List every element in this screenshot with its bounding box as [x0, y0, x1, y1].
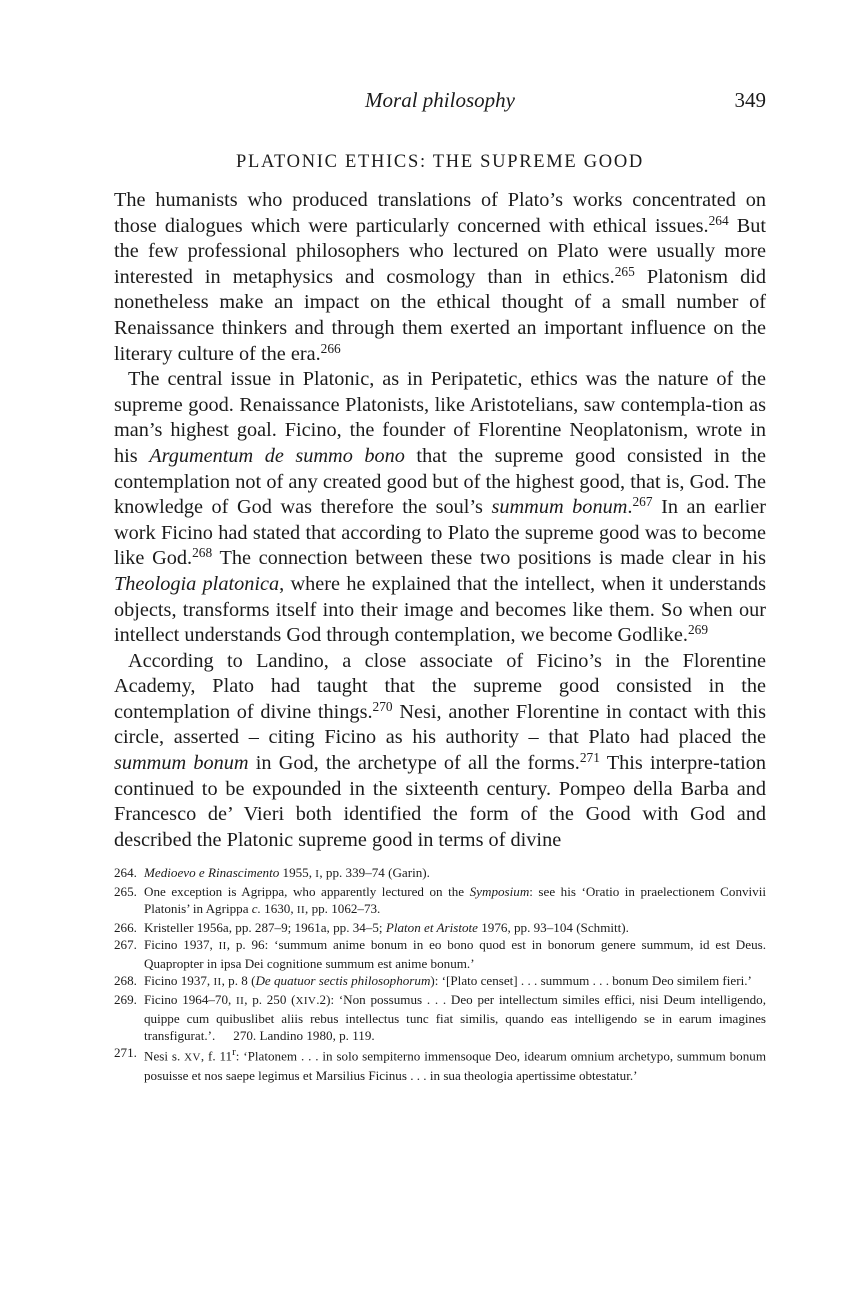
footnote-265	[114, 883, 766, 919]
text-run: One exception is Agrippa, who apparently lectured on the	[144, 884, 470, 900]
footnote-number: 271.	[114, 1045, 137, 1061]
paragraph-1	[114, 188, 766, 367]
work-title: Medioevo e Rinascimento	[144, 865, 280, 881]
text-run: : ‘Platonem . . . in solo sempiterno immensoque Deo, idearum omnium archetypo, summum bonum posuisse et nos saepe legimus et Marsilius Ficinus . . . in sua theologia apertissime obtestatur.’	[144, 1048, 767, 1083]
footnote-266	[114, 919, 766, 936]
book-page	[114, 88, 766, 1084]
footnote-ref[interactable]: 265	[614, 263, 635, 279]
work-title: Symposium	[469, 884, 530, 900]
work-title: De quatuor sectis philosophorum	[255, 973, 431, 989]
text-run: , p. 8 (	[221, 973, 256, 989]
text-run: Ficino 1937,	[144, 937, 219, 953]
footnote-ref[interactable]: 266	[320, 340, 341, 356]
roman-numeral: II	[213, 976, 222, 989]
footnote-ref[interactable]: 268	[192, 545, 213, 561]
footnote-269	[114, 991, 766, 1044]
roman-numeral: XIV	[295, 995, 317, 1008]
running-title: Moral philosophy	[365, 88, 515, 112]
text-run: This interpre-tation continued to be expounded in the sixteenth century. Pompeo della Barba and Francesco de’ Vieri both identified the form of the Good with God and described the Platonic supreme good in terms of divine	[114, 752, 766, 851]
footnote-ref[interactable]: 269	[687, 622, 708, 638]
text-run: Nesi s.	[144, 1048, 185, 1064]
text-run: , p. 96: ‘summum anime bonum in eo bono quod est in bonorum genere summum, id est Deus. Quapropter in ipsa Dei cognitione summum est anime bonum.’	[144, 937, 766, 972]
text-run: 1630,	[260, 901, 297, 917]
text-run: , pp. 339–74 (Garin).	[319, 865, 430, 881]
text-run: : see his ‘Oratio in praelectionem Convivii Platonis’ in Agrippa	[144, 884, 767, 917]
text-run: 1976, pp. 93–104 (Schmitt).	[477, 920, 629, 936]
footnote-271	[114, 1044, 766, 1083]
text-run: .2): ‘Non possumus . . . Deo per intellectum similes effici, nisi Deum intelligendo, quippe cum quibuslibet aliis rebus intellectus tunc fiat similis, quando eas intelligendo se in earum imagines transfigurat.’.	[144, 992, 766, 1044]
work-title: Platon et Aristote	[385, 920, 478, 936]
footnote-number: 264.	[114, 865, 137, 881]
footnote-number: 266.	[114, 920, 137, 936]
footnote-ref[interactable]: 270	[372, 698, 393, 714]
footnote-270-text: Landino 1980, p. 119.	[259, 1028, 375, 1044]
abbreviation: c.	[251, 901, 261, 917]
text-run: in God, the archetype of all the forms.	[248, 752, 580, 775]
superscript: r	[232, 1046, 236, 1059]
text-run: The connection between these two positions is made clear in his	[212, 547, 766, 570]
text-run: , pp. 1062–73.	[305, 901, 381, 917]
text-run: The central issue in Platonic, as in Peripatetic, ethics was the nature of the supreme good. Renaissance Platonists, like Aristotelians, saw contempla-tion as man’s highest goal. Ficino, the founder of Florentine Neoplatonism, wrote in his	[114, 368, 766, 467]
roman-numeral: II	[236, 995, 245, 1008]
running-head	[114, 88, 766, 118]
roman-numeral: II	[218, 940, 227, 953]
footnote-ref[interactable]: 267	[632, 494, 653, 510]
text-run: ): ‘[Plato censet] . . . summum . . . bonum Deo similem fieri.’	[430, 973, 752, 989]
text-run: The humanists who produced translations of Plato’s works concentrated on those dialogues which were particularly concerned with ethical issues.	[114, 189, 766, 237]
roman-numeral: I	[315, 868, 320, 881]
text-run: In an earlier work Ficino had stated that according to Plato the supreme good was to become like God.	[114, 496, 766, 570]
page-number: 349	[734, 88, 766, 112]
paragraph-2	[114, 367, 766, 649]
latin-term: summum bonum	[114, 752, 249, 775]
footnote-267	[114, 936, 766, 972]
footnote-number: 268.	[114, 973, 137, 989]
text-run: that the supreme good consisted in the contemplation not of any created good but of the highest good, that is, God. The knowledge of God was therefore the soul’s	[114, 444, 766, 519]
text-run: Kristeller 1956a, pp. 287–9; 1961a, pp. 34–5;	[144, 920, 386, 936]
footnote-number: 267.	[114, 937, 137, 953]
text-run: , p. 250 (	[244, 992, 296, 1008]
latin-term: summum bonum	[491, 496, 628, 519]
work-title: Argumentum de summo bono	[149, 444, 405, 467]
footnote-ref[interactable]: 271	[579, 750, 600, 766]
footnote-number: 265.	[114, 884, 137, 900]
text-run: , where he explained that the intellect, when it understands objects, transforms itself into their image and becomes like them. So when our intellect understands God through contemplation, we become Godlike.	[114, 572, 766, 647]
text-run: Platonism did nonetheless make an impact on the ethical thought of a small number of Renaissance thinkers and through them exerted an important influence on the literary culture of the era.	[114, 265, 766, 365]
text-run: , f. 11	[200, 1048, 233, 1064]
footnote-number: 269.	[114, 992, 137, 1008]
footnote-264	[114, 864, 766, 883]
footnote-268	[114, 972, 766, 991]
text-run: Ficino 1964–70,	[144, 992, 237, 1008]
text-run: 1955,	[279, 865, 316, 881]
work-title: Theologia platonica	[114, 572, 280, 595]
text-run: Nesi, another Florentine in contact with this circle, asserted – citing Ficino as his authority – that Plato had placed the	[114, 700, 766, 749]
footnote-270-number: 270.	[233, 1028, 257, 1044]
text-run: But the few professional philosophers who lectured on Plato were usually more interested in metaphysics and cosmology than in ethics.	[114, 214, 767, 288]
text-run: Ficino 1937,	[144, 973, 214, 989]
text-run: According to Landino, a close associate of Ficino’s in the Florentine Academy, Plato had taught that the supreme good consisted in the contemplation of divine things.	[114, 649, 766, 723]
footnotes	[114, 864, 766, 1083]
footnote-ref[interactable]: 264	[708, 212, 729, 228]
section-heading: PLATONIC ETHICS: THE SUPREME GOOD	[236, 152, 644, 172]
body-text	[114, 188, 766, 853]
roman-numeral: II	[296, 904, 306, 917]
text-run: .	[627, 496, 633, 519]
roman-numeral: XV	[184, 1051, 201, 1064]
paragraph-3	[114, 649, 766, 854]
